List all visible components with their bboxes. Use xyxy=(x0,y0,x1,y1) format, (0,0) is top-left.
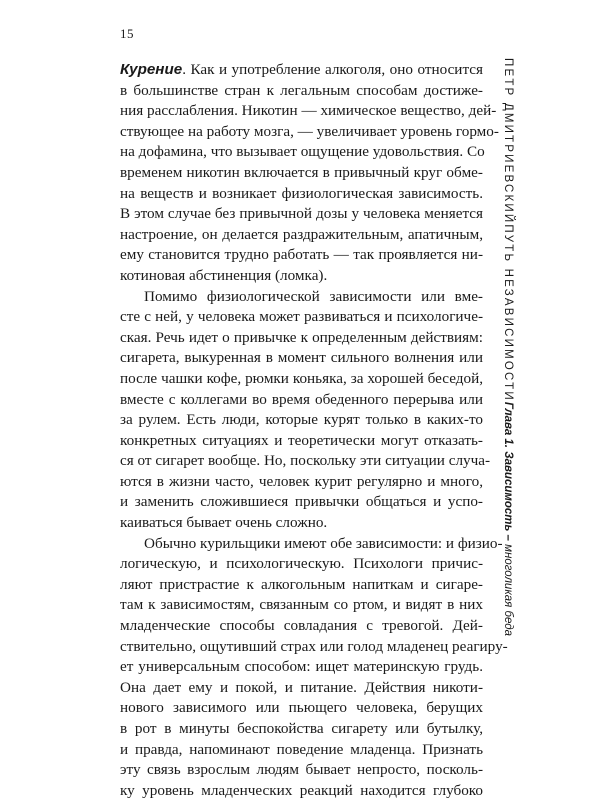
text-line: Она дает ему и покой, и питание. Действия никоти- xyxy=(120,678,483,696)
text-line: Обычно курильщики имеют обе зависимости: и физио- xyxy=(144,534,503,552)
text-line: временем никотин включается в привычный круг обме- xyxy=(120,163,483,181)
text-line: вместе с коллегами во время обеденного перерыва или xyxy=(120,390,483,408)
text-line: и правда, напоминают поведение младенца. Признать xyxy=(120,740,483,758)
text-line: после чашки кофе, рюмки коньяка, за хорошей беседой, xyxy=(120,369,483,387)
text-line: ствующее на работу мозга, — увеличивает уровень гормо- xyxy=(120,122,499,140)
text-line: ет универсальным способом: ищет материнскую грудь. xyxy=(120,658,483,676)
text-line: за рулем. Есть люди, которые курят только в каких-то xyxy=(120,411,483,429)
text-line: настроение, он делается раздражительным, апатичным, xyxy=(120,225,483,243)
text-line: ются в жизни часто, человек курит регулярно и много, xyxy=(120,472,483,490)
text-line: на дофамина, что вызывает ощущение удовольствия. Со xyxy=(120,143,485,161)
text-line: каиваться бывает очень сложно. xyxy=(120,514,328,532)
text-line: ся от сигарет вообще. Но, поскольку эти ситуации случа- xyxy=(120,452,491,470)
text-line: В этом случае без привычной дозы у человека меняется xyxy=(120,205,483,223)
text-line: в большинстве стран к легальным способам достиже- xyxy=(120,81,483,99)
text-line: ская. Речь идет о привычке к определенным действиям: xyxy=(120,328,483,346)
paragraph xyxy=(120,60,499,287)
paragraph xyxy=(120,287,491,534)
text-line: Курение. Как и употребление алкоголя, оно относится xyxy=(120,61,483,78)
running-head-book-title: ПУТЬ НЕЗАВИСИМОСТИ xyxy=(502,224,514,402)
text-line: и заменить сложившиеся привычки общаться и успо- xyxy=(120,493,483,511)
text-line: логическую, и психологическую. Психологи причис- xyxy=(120,555,483,573)
text-line: нового зависимого или пьющего человека, берущих xyxy=(120,699,483,717)
text-line: конкретных ситуациях и теоретически могут отказать- xyxy=(120,431,483,449)
running-head-author: ПЕТР ДМИТРИЕВСКИЙ xyxy=(502,58,514,225)
text-line: котиновая абстиненция (ломка). xyxy=(120,266,328,284)
running-head-chapter-subtitle: многоликая беда xyxy=(502,544,514,636)
text-line: на веществ и возникает физиологическая зависимость. xyxy=(120,184,483,202)
text-line: ку уровень младенческих реакций находится глубоко xyxy=(120,781,483,799)
text-line: сте с ней, у человека может развиваться и психологиче- xyxy=(120,308,483,326)
text-line: там к зависимостям, связанным со ртом, и видят в них xyxy=(120,596,483,614)
page-number: 15 xyxy=(120,26,134,41)
text-line: Помимо физиологической зависимости или вме- xyxy=(144,287,483,305)
text-line: ляют пристрастие к алкогольным напиткам и сигаре- xyxy=(120,575,483,593)
text-line: младенческие способы совладания с тревогой. Дей- xyxy=(120,617,483,635)
text-line: ния расслабления. Никотин — химическое вещество, дей- xyxy=(120,102,497,120)
text-line: ствительно, ощутивший страх или голод младенец реагиру- xyxy=(120,637,508,655)
text-line: в рот в минуты беспокойства сигарету или бутылку, xyxy=(120,720,483,737)
text-line: эту связь взрослым людям бывает непросто, посколь- xyxy=(120,761,483,779)
text-line: ему становится трудно работать — так проявляется ни- xyxy=(120,246,483,264)
text-line: сигарета, выкуренная в момент сильного волнения или xyxy=(120,349,483,367)
term-heading: Курение xyxy=(120,61,183,78)
running-head-chapter: Глава 1. Зависимость – xyxy=(502,401,514,541)
